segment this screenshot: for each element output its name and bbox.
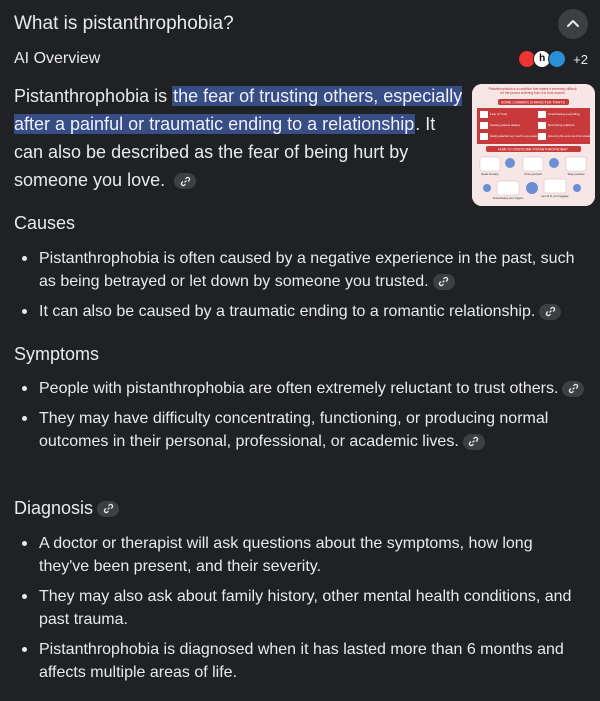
list-item-text: People with pistanthrophobia are often extremely reluctant to trust others.: [39, 380, 559, 397]
intro-lead: Pistanthrophobia is: [14, 86, 173, 106]
trait-label: Not finding relations: [548, 123, 575, 127]
tip-label: Seek therapy: [481, 172, 499, 176]
tip-label: Acknowledge your triggers: [492, 197, 524, 200]
trait-label: Feeling jealous always: [490, 123, 521, 127]
causes-list: [14, 247, 586, 330]
list-item-text: A doctor or therapist will ask questions about the symptoms, how long they've been present, and their severity.: [39, 535, 533, 575]
tip-label: Get rid of your baggage: [541, 195, 569, 198]
link-icon: [103, 503, 114, 514]
diagnosis-list: [14, 532, 586, 691]
trait-label: Fear of Trust: [490, 112, 508, 116]
source-link-chip[interactable]: [562, 381, 584, 397]
infographic-heading: SOME COMMON CHARACTER TRAITS: [501, 100, 565, 105]
intro-highlight: the fear of trusting others, especially after a painful or traumatic ending to a relationship: [14, 86, 463, 134]
source-avatar[interactable]: h: [533, 50, 551, 68]
list-item-text: They may also ask about family history, other mental health conditions, and past trauma.: [39, 588, 572, 628]
collapse-button[interactable]: [558, 9, 588, 39]
source-link-chip[interactable]: [539, 304, 561, 320]
link-icon: [180, 176, 191, 187]
infographic-thumbnail[interactable]: [472, 84, 595, 206]
link-icon: [568, 383, 579, 394]
question-title: What is pistanthrophobia?: [14, 13, 234, 34]
source-avatar[interactable]: [548, 50, 566, 68]
overview-intro: [14, 82, 464, 194]
section-heading: Causes: [14, 213, 76, 233]
list-item: [14, 247, 586, 293]
ai-overview-label: AI Overview: [14, 50, 101, 67]
link-icon: [438, 276, 449, 287]
section-title-symptoms: [14, 344, 99, 365]
link-icon: [468, 436, 479, 447]
list-item: [14, 638, 586, 684]
list-item: [14, 377, 586, 400]
source-link-chip[interactable]: [463, 434, 485, 450]
source-avatars[interactable]: [518, 50, 588, 68]
intro-rest: . It can also be described as the fear of being hurt by someone you love.: [14, 114, 436, 190]
list-item-text: Pistanthrophobia is often caused by a negative experience in the past, such as being betrayed or let down by someone you trusted.: [39, 250, 575, 290]
section-heading: Symptoms: [14, 344, 100, 364]
trait-label: Overthinking everything: [548, 112, 580, 116]
source-link-chip[interactable]: [433, 274, 455, 290]
list-item: [14, 585, 586, 631]
question-header: [14, 8, 588, 40]
list-item: [14, 532, 586, 578]
ai-overview-row: [14, 47, 588, 71]
list-item-text: Pistanthrophobia is diagnosed when it has lasted more than 6 months and affects multiple areas of life.: [39, 641, 564, 681]
infographic-image: [472, 84, 595, 206]
tip-label: Stay positive: [567, 172, 585, 176]
list-item: [14, 407, 586, 453]
infographic-heading: HOW TO OVERCOME PISTANTHROPHOBIA?: [498, 147, 568, 152]
infographic-caption: Pistanthrophobia is a condition that makes it extremely difficult for the person suffering from it to trust anyone.: [488, 87, 577, 95]
source-link-chip[interactable]: [97, 501, 119, 517]
list-item-text: It can also be caused by a traumatic ending to a romantic relationship.: [39, 303, 536, 320]
symptoms-list: [14, 377, 586, 460]
link-icon: [545, 306, 556, 317]
section-title-causes: [14, 213, 75, 234]
list-item-text: They may have difficulty concentrating, functioning, or producing normal outcomes in their personal, professional, or academic lives.: [39, 410, 549, 450]
list-item: [14, 300, 586, 323]
section-title-diagnosis: [14, 498, 119, 519]
trait-label: Assuming the worst out of the situation: [548, 135, 593, 138]
tip-label: Find yourself: [524, 172, 542, 176]
more-sources-count[interactable]: +2: [573, 51, 588, 67]
source-link-chip[interactable]: [174, 173, 196, 189]
trait-label: Getting attached very much to one person: [490, 135, 539, 138]
chevron-up-icon: [566, 17, 580, 31]
section-heading: Diagnosis: [14, 498, 94, 518]
